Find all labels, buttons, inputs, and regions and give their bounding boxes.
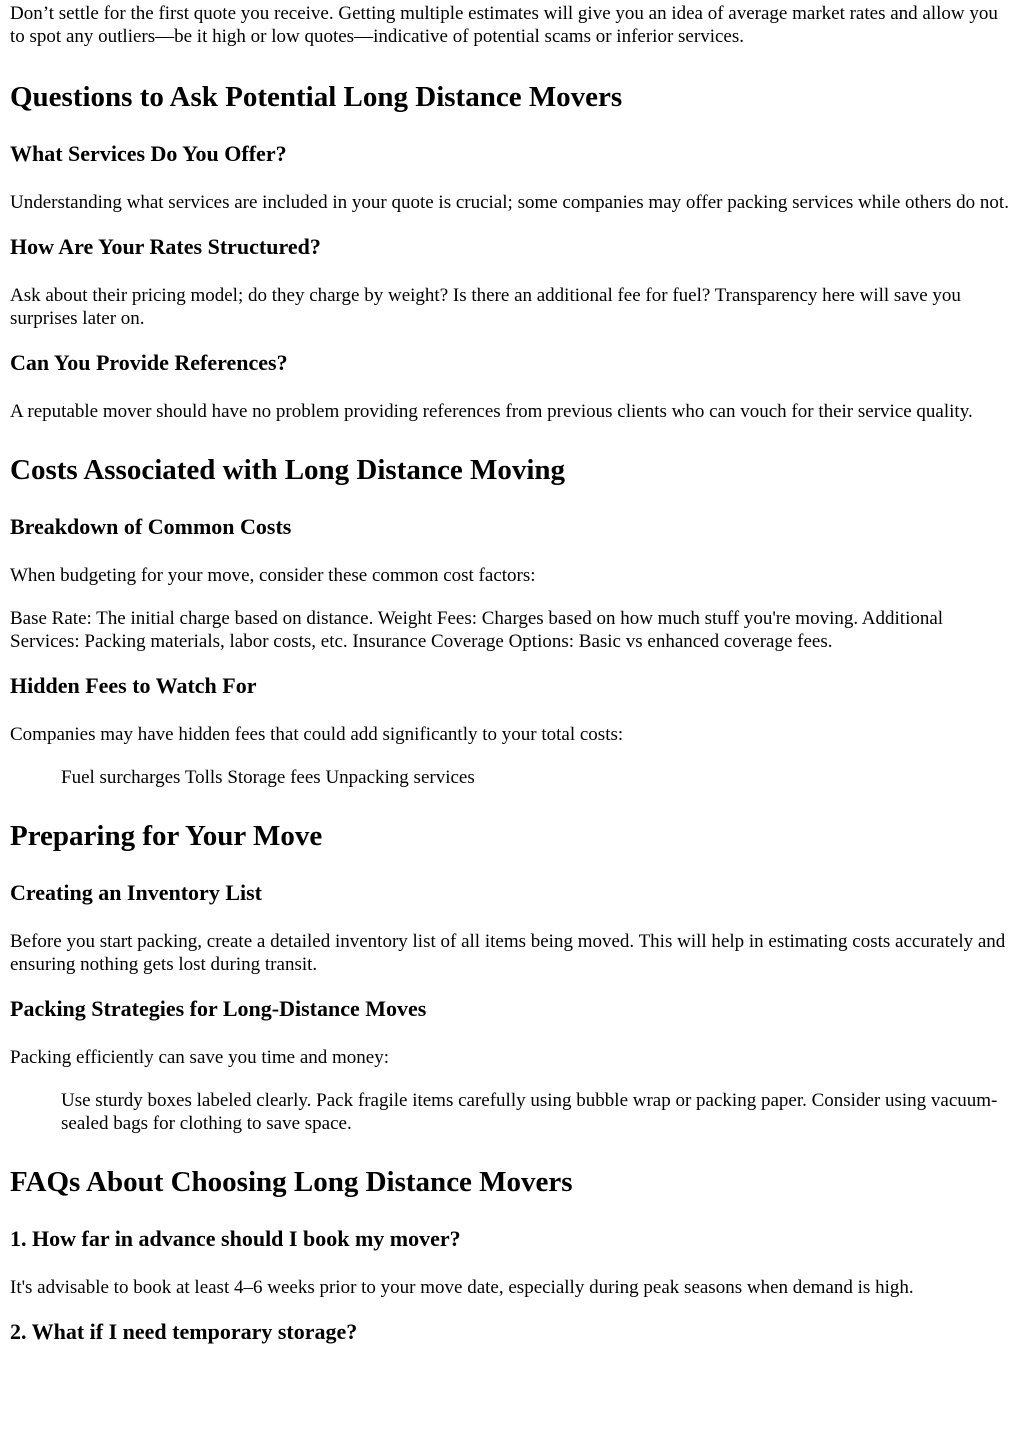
packing-intro: Packing efficiently can save you time and money: [10,1047,390,1068]
inventory-paragraph: Before you start packing, create a detailed inventory list of all items being moved. This will help in estimating costs accurately and ensuring nothing gets lost during transit. [10,931,1006,975]
packing-heading: Packing Strategies for Long-Distance Moves [10,996,427,1021]
references-heading: Can You Provide References? [10,350,288,375]
article-body [0,2,1024,1345]
references-paragraph: A reputable mover should have no problem providing references from previous clients who can vouch for their service quality. [10,401,973,422]
rates-heading: How Are Your Rates Structured? [10,234,321,259]
hidden-fees-intro: Companies may have hidden fees that could add significantly to your total costs: [10,724,624,745]
services-heading: What Services Do You Offer? [10,141,287,166]
faqs-heading: FAQs About Choosing Long Distance Movers [10,1166,573,1198]
services-paragraph: Understanding what services are included in your quote is crucial; some companies may offer packing services while others do not. [10,192,1009,213]
hidden-fees-list: Fuel surcharges Tolls Storage fees Unpacking services [61,767,475,788]
inventory-heading: Creating an Inventory List [10,880,262,905]
rates-paragraph: Ask about their pricing model; do they charge by weight? Is there an additional fee for fuel? Transparency here will save you surprises later on. [10,285,961,329]
costs-heading: Costs Associated with Long Distance Moving [10,454,566,486]
breakdown-intro: When budgeting for your move, consider these common cost factors: [10,565,536,586]
faq-1-question: 1. How far in advance should I book my mover? [10,1226,461,1251]
faq-2-question: 2. What if I need temporary storage? [10,1319,358,1344]
preparing-heading: Preparing for Your Move [10,820,323,852]
packing-list: Use sturdy boxes labeled clearly. Pack fragile items carefully using bubble wrap or packing paper. Consider using vacuum-sealed bags for clothing to save space. [61,1090,998,1134]
questions-heading: Questions to Ask Potential Long Distance Movers [10,81,623,113]
intro-paragraph: Don’t settle for the first quote you receive. Getting multiple estimates will give you an idea of average market rates and allow you to spot any outliers—be it high or low quotes—indicative of potential scams or inferior services. [10,3,998,47]
breakdown-heading: Breakdown of Common Costs [10,514,292,539]
faq-1-answer: It's advisable to book at least 4–6 weeks prior to your move date, especially during peak seasons when demand is high. [10,1277,914,1298]
breakdown-list: Base Rate: The initial charge based on distance. Weight Fees: Charges based on how much stuff you're moving. Additional Services: Packing materials, labor costs, etc. Insurance Coverage Options: Basic vs enhanced coverage fees. [10,608,944,652]
hidden-fees-heading: Hidden Fees to Watch For [10,673,257,698]
